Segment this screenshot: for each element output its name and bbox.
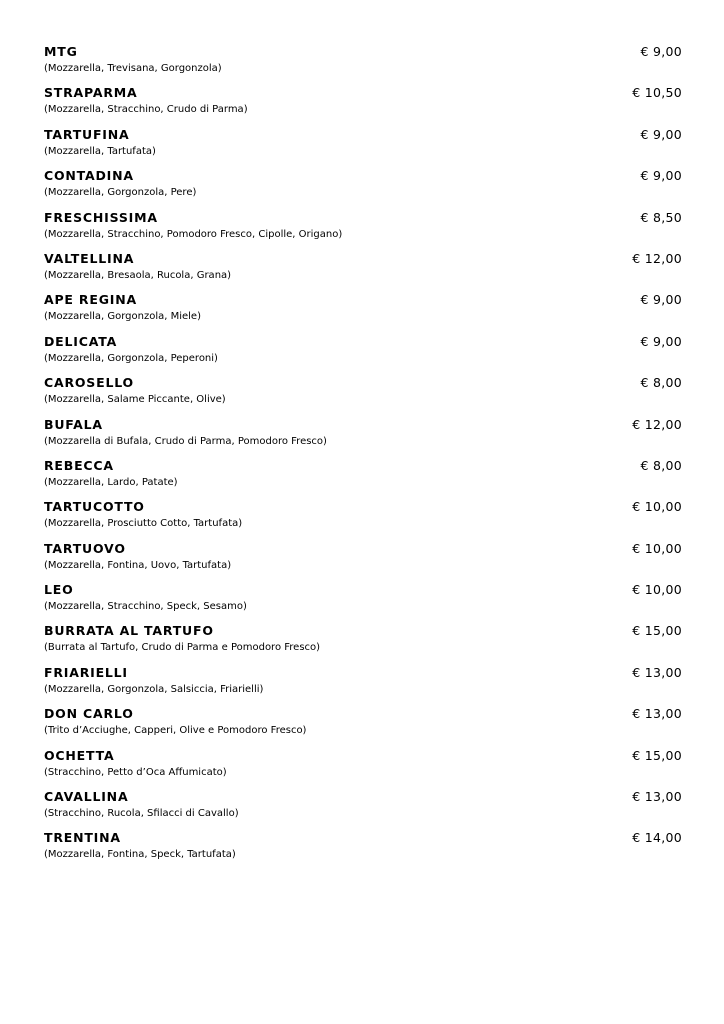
item-name: TARTUFINA (44, 126, 130, 142)
item-description: (Mozzarella, Trevisana, Gorgonzola) (44, 63, 222, 74)
item-name: REBECCA (44, 457, 114, 473)
item-description: (Mozzarella, Stracchino, Speck, Sesamo) (44, 601, 247, 613)
item-price: € 10,00 (632, 540, 682, 556)
menu-list (44, 44, 682, 872)
item-name: DELICATA (44, 333, 118, 349)
item-price: € 8,00 (640, 457, 682, 473)
menu-item (44, 665, 682, 706)
menu-item (44, 375, 682, 416)
item-price: € 14,00 (632, 830, 682, 846)
item-name: TARTUOVO (44, 540, 126, 556)
menu-item (44, 499, 682, 540)
menu-item (44, 458, 682, 499)
menu-item (44, 582, 682, 623)
item-name: APE REGINA (44, 292, 137, 308)
item-price: € 9,00 (640, 292, 682, 308)
menu-item (44, 334, 682, 375)
item-description: (Mozzarella, Gorgonzola, Peperoni) (44, 352, 218, 364)
item-price: € 13,00 (632, 664, 682, 680)
item-price: € 8,00 (640, 375, 682, 391)
item-name: BURRATA AL TARTUFO (44, 623, 214, 639)
item-name: TRENTINA (44, 830, 121, 846)
item-description: (Stracchino, Rucola, Sfilacci di Cavallo) (44, 808, 239, 820)
menu-item (44, 44, 682, 85)
item-price: € 10,50 (632, 85, 682, 101)
item-price: € 9,00 (640, 333, 682, 349)
item-name: FRESCHISSIMA (44, 209, 158, 225)
item-price: € 12,00 (632, 416, 682, 432)
item-name: CONTADINA (44, 168, 134, 184)
item-price: € 15,00 (632, 747, 682, 763)
item-name: OCHETTA (44, 747, 115, 763)
menu-item (44, 85, 682, 126)
item-price: € 15,00 (632, 623, 682, 639)
item-description: (Trito d’Acciughe, Capperi, Olive e Pomodoro Fresco) (44, 725, 307, 737)
item-description: (Mozzarella, Fontina, Uovo, Tartufata) (44, 559, 232, 571)
item-description: (Mozzarella, Stracchino, Pomodoro Fresco, Cipolle, Origano) (44, 228, 343, 240)
item-description: (Mozzarella, Gorgonzola, Salsiccia, Friarielli) (44, 683, 264, 695)
item-name: CAVALLINA (44, 789, 129, 805)
menu-item (44, 292, 682, 333)
item-description: (Mozzarella, Bresaola, Rucola, Grana) (44, 269, 232, 281)
item-description: (Stracchino, Petto d’Oca Affumicato) (44, 766, 227, 778)
item-name: BUFALA (44, 416, 103, 432)
item-price: € 10,00 (632, 499, 682, 515)
item-name: DON CARLO (44, 706, 134, 722)
item-description: (Mozzarella, Gorgonzola, Miele) (44, 311, 201, 323)
item-price: € 9,00 (640, 44, 682, 59)
item-name: STRAPARMA (44, 85, 138, 101)
menu-item (44, 251, 682, 292)
item-name: FRIARIELLI (44, 664, 128, 680)
item-price: € 9,00 (640, 126, 682, 142)
item-price: € 13,00 (632, 706, 682, 722)
item-name: VALTELLINA (44, 250, 135, 266)
item-description: (Mozzarella, Prosciutto Cotto, Tartufata) (44, 518, 243, 530)
menu-item (44, 210, 682, 251)
item-description: (Mozzarella, Lardo, Patate) (44, 476, 178, 488)
item-price: € 8,50 (640, 209, 682, 225)
menu-item (44, 168, 682, 209)
menu-item (44, 748, 682, 789)
item-name: TARTUCOTTO (44, 499, 145, 515)
item-name: LEO (44, 582, 74, 598)
item-name: MTG (44, 44, 78, 59)
menu-item (44, 706, 682, 747)
item-description: (Mozzarella, Stracchino, Crudo di Parma) (44, 104, 248, 116)
item-description: (Burrata al Tartufo, Crudo di Parma e Pomodoro Fresco) (44, 642, 321, 654)
item-description: (Mozzarella di Bufala, Crudo di Parma, Pomodoro Fresco) (44, 435, 327, 447)
item-description: (Mozzarella, Gorgonzola, Pere) (44, 187, 197, 199)
menu-item (44, 417, 682, 458)
item-price: € 9,00 (640, 168, 682, 184)
menu-item (44, 623, 682, 664)
item-name: CAROSELLO (44, 375, 134, 391)
item-price: € 10,00 (632, 582, 682, 598)
item-description: (Mozzarella, Salame Piccante, Olive) (44, 394, 226, 406)
menu-item (44, 541, 682, 582)
item-description: (Mozzarella, Fontina, Speck, Tartufata) (44, 849, 236, 861)
menu-item (44, 789, 682, 830)
menu-item (44, 830, 682, 871)
item-price: € 12,00 (632, 250, 682, 266)
menu-item (44, 127, 682, 168)
item-description: (Mozzarella, Tartufata) (44, 145, 156, 157)
item-price: € 13,00 (632, 789, 682, 805)
